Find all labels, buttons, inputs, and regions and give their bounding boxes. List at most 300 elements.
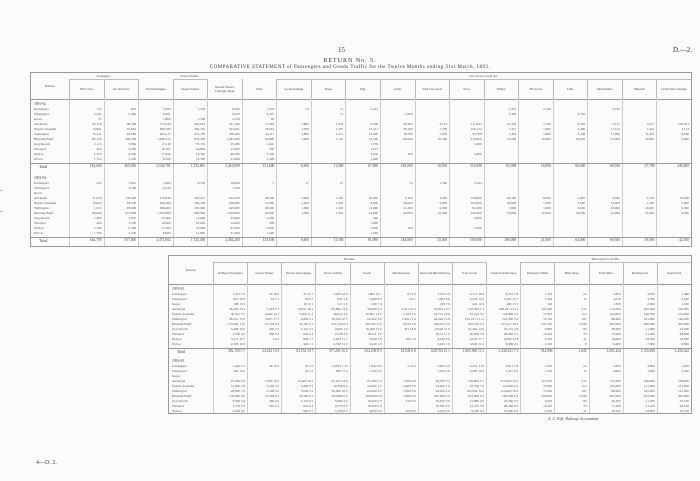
table-cell: 18,500 0 0 (435, 404, 450, 408)
table-cell: 39,000 10 0 (331, 389, 348, 393)
table-cell: 1,800 (508, 206, 517, 210)
table-cell: 1,700 (439, 127, 448, 131)
table-row (31, 157, 691, 162)
station-name: Kawa (172, 374, 180, 378)
accountant-signature: A. C. Fife, Railway Accountant. (548, 416, 599, 421)
table-cell: 102,000 (643, 389, 655, 393)
table-cell: 5,190 (128, 157, 137, 161)
table-cell: 1,128 (197, 107, 206, 111)
period-label: 1891-92. (34, 102, 47, 106)
table-cell: 100 (407, 152, 413, 156)
table-cell: 100 1 0 (405, 337, 416, 341)
table-cell: 1,300 (543, 127, 551, 131)
table-cell: 166,000 (643, 379, 655, 383)
table-cell: 6 17 9 (407, 292, 416, 296)
total-cell: 377,205 16 2 (328, 349, 348, 353)
table-cell: 1,290,000 (226, 211, 240, 215)
table-cell: 6,211 4 8 (505, 364, 519, 368)
table-cell: 1,800 (163, 181, 171, 185)
table-cell: 39,500 6 0 (333, 384, 348, 388)
table-cell: 264,120 (194, 127, 206, 131)
table-cell: 38,016 16 3 (331, 317, 348, 321)
table-cell: 211 5 0 (337, 302, 348, 306)
table-cell: 20,000 (264, 206, 275, 210)
table-cell: 41,000 (230, 226, 240, 230)
table-cell: 4,100 0 0 (437, 409, 450, 413)
table-cell: 18,500 0 0 (367, 404, 382, 408)
table-cell: 21,442 (506, 122, 517, 126)
station-name: Hurunui-Bluff (34, 211, 54, 215)
station-name: Whangarei (172, 369, 187, 373)
table-cell: 188 13 9 (233, 302, 246, 306)
table-cell: 99 (583, 399, 587, 403)
table-cell: 10,400 (230, 181, 240, 185)
table-cell: 441 12 9 (472, 302, 485, 306)
table-cell: 4,900 (439, 196, 448, 200)
total-cell: 21,000 (540, 238, 551, 242)
table-cell: 18,001 (264, 127, 275, 131)
table-cell: 95,100 (506, 196, 517, 200)
station-name: Hurunui-Bluff (172, 394, 192, 398)
table-cell: 1,048 (578, 394, 587, 398)
total-cell: 1,001,424 (606, 349, 621, 353)
table-cell: 175,004 1 10 (227, 322, 246, 326)
table-cell: 336,400 (228, 201, 240, 205)
table-cell: 16,000 (195, 226, 206, 230)
column-group-header: Season Tickets. (180, 74, 200, 78)
table-cell: 12,051 16 2 (297, 307, 314, 311)
table-cell: 30,000 (506, 201, 517, 205)
table-cell: 4,113 (681, 127, 689, 131)
table-cell: 2,500 (301, 211, 309, 215)
total-cell: 240,000 (677, 164, 689, 168)
total-cell: 2,416,999 (225, 164, 240, 168)
station-name: Auckland (34, 196, 48, 200)
table-cell: 120,700 (643, 312, 655, 316)
table-row (169, 342, 691, 347)
total-cell: 292,150 5 7 (228, 349, 246, 353)
table-cell: 115,000 (609, 379, 621, 383)
table-cell: 5,001 (128, 216, 137, 220)
table-cell: 3,500 (128, 221, 137, 225)
table-cell: 70,211 (92, 132, 102, 136)
table-cell: 8,100 (163, 157, 171, 161)
table-cell: 29,000 (368, 196, 378, 200)
table-cell: 1,551 5 2 (232, 292, 246, 296)
table-cell: 12 (340, 107, 344, 111)
table-cell: 6,200 (613, 342, 621, 346)
table-cell: 123,000 2 0 (502, 384, 519, 388)
table-cell: 3,400 (681, 369, 689, 373)
table-cell: 51,050 (92, 196, 102, 200)
total-cell: 131,600 (262, 164, 275, 168)
table-cell: 1,842 6 9 (368, 364, 382, 368)
table-cell: 91,000 (472, 206, 482, 210)
table-cell: 6,000 (439, 206, 448, 210)
table-cell: 178,000 0 0 (229, 394, 246, 398)
table-cell: 500 (269, 221, 275, 225)
table-cell: 4,200 (474, 216, 482, 220)
table-cell: 2,990 10 1 (264, 312, 280, 316)
table-cell: 757,417 18 4 (500, 322, 519, 326)
table-cell: 127,000 (541, 379, 553, 383)
total-cell: 19,100 (437, 164, 448, 168)
table-cell: 93,000 (126, 206, 137, 210)
table-cell: 17,110 (161, 142, 171, 146)
total-cell: 1,005,990 11 3 (462, 349, 485, 353)
table-cell: 61,841 10 7 (433, 307, 450, 311)
table-cell: 8,901 (163, 112, 171, 116)
table-cell: 11,000 (645, 132, 655, 136)
table-cell: 2,100 4 6 (403, 312, 416, 316)
table-cell: 340,100 (228, 132, 240, 136)
table-cell: 9,200 0 0 (471, 409, 485, 413)
table-cell: 4,000 0 0 (368, 409, 382, 413)
table-cell: 1,700 (370, 142, 378, 146)
table-cell: 28,210 15 0 (229, 317, 246, 321)
table-cell: 2,570 0 0 (334, 404, 348, 408)
table-cell: 1,900 (474, 226, 482, 230)
table-cell: 874,200 (194, 137, 206, 141)
column-header: Total Passengers. (138, 79, 173, 99)
table-cell: 1,600 (474, 142, 482, 146)
table-cell: 2,543 12 2 (469, 297, 485, 301)
table-cell: 15,000 (264, 201, 275, 205)
table-cell: 1,700 (93, 231, 102, 235)
column-header: Stations. (44, 84, 56, 88)
table-cell: 11 (583, 369, 587, 373)
table-cell: 103,000 (470, 201, 482, 205)
table-cell: 4,431 1 10 (469, 364, 485, 368)
table-cell: 5,000 (266, 226, 275, 230)
table-cell: 55,961 (126, 127, 137, 131)
table-cell: 140,000 (677, 317, 689, 321)
table-cell: 54,200 1 0 (435, 384, 450, 388)
table-cell: 1,905 10 1 (367, 292, 382, 296)
table-cell: 93,700 (472, 132, 482, 136)
table-cell: 2,720 11 0 (333, 342, 348, 346)
table-cell: 403,117 (159, 132, 171, 136)
table-cell: 17,100 (611, 404, 621, 408)
table-cell: 6,200 (128, 152, 137, 156)
table-cell: 263,441 (194, 196, 206, 200)
table-cell: 425 (96, 181, 102, 185)
total-cell: 1,723,300 (190, 238, 206, 242)
table-cell: 104,000 (609, 312, 621, 316)
table-cell: 890 1 0 (303, 337, 314, 341)
total-cell: 16,000 (540, 164, 551, 168)
table-row (31, 231, 691, 236)
table-cell: 24 (583, 364, 587, 368)
table-cell: 3,408 15 0 (230, 327, 246, 331)
table-cell: 16,000 (611, 337, 621, 341)
table-cell: 4,100 (646, 196, 655, 200)
table-cell: 1,500 (681, 302, 689, 306)
table-cell: 341,160 (228, 122, 240, 126)
table-cell: 17,000 (611, 332, 621, 336)
table-cell: 1,529 17 10 (331, 364, 348, 368)
table-cell: 3,100 4 0 (266, 384, 280, 388)
table-cell: 1,300 (335, 201, 344, 205)
table-cell: 10 1 0 (270, 297, 280, 301)
table-cell: 52,701 18 6 (433, 312, 450, 316)
table-cell: 43 12 5 (303, 292, 314, 296)
table-cell: 210,000 (470, 137, 482, 141)
table-cell: 1,100 (93, 226, 102, 230)
table-cell: 21,000 (645, 332, 655, 336)
table-cell: 2,760 (128, 186, 137, 190)
station-name: Wellington (172, 317, 187, 321)
table-cell: 1,120 (543, 122, 551, 126)
table-cell: 48 10 0 (269, 364, 280, 368)
table-cell: 172 (581, 384, 587, 388)
table-cell: 1,500 (335, 196, 344, 200)
table-cell: 7,417 (508, 127, 517, 131)
table-cell: 3,100 (370, 152, 378, 156)
table-cell: 2,300 10 0 (230, 342, 246, 346)
table-cell: 1,500 (544, 369, 553, 373)
column-header: Grand Total Tonnage. (656, 79, 691, 99)
table-cell: 404,017 3 0 (433, 322, 450, 326)
table-cell: 5,441 (93, 112, 102, 116)
table-cell: 72,000 (543, 384, 553, 388)
column-header: Total Coaching. (315, 262, 349, 284)
table-cell: 1,450 (335, 122, 344, 126)
table-cell: 4,040 6 0 (437, 337, 450, 341)
table-cell: 35,130 (195, 142, 206, 146)
column-header: Total. (242, 79, 277, 99)
table-cell: 2,480 (577, 127, 586, 131)
table-cell: 1,400 (370, 157, 378, 161)
table-cell: 640,000 (643, 322, 655, 326)
table-cell: 216,000 (677, 307, 689, 311)
table-cell: 9,020 (232, 112, 240, 116)
table-cell: 6,351 4 8 (505, 292, 519, 296)
station-name: Kawa (34, 117, 42, 121)
table-cell: 28,900 7 0 (230, 389, 246, 393)
table-cell: 733 (96, 107, 102, 111)
table-cell: 100 (407, 226, 413, 230)
table-cell: 211 (581, 379, 587, 383)
table-cell: 12,104 9 6 (264, 322, 280, 326)
table-cell: 6,800 4 0 (300, 317, 314, 321)
table-cell: 89,000 (611, 389, 621, 393)
table-cell: 1,112 (335, 132, 344, 136)
table-cell: 93,700 7 0 (469, 384, 485, 388)
station-name: Nelson (172, 409, 182, 413)
table-cell: 2,600 (647, 302, 655, 306)
table-cell: 62,302 4 8 (367, 317, 382, 321)
table-cell: 60,000 (403, 201, 413, 205)
station-name: Nelson (172, 337, 182, 341)
table-cell: 51,000 (506, 137, 517, 141)
table-cell: 450,000 (541, 394, 553, 398)
table-cell: 7,400 (335, 211, 344, 215)
station-name: Wellington (34, 132, 49, 136)
table-cell: 1,440 5 1 (232, 364, 246, 368)
table-cell: 13,000 (368, 206, 378, 210)
table-cell: 2,800 (301, 122, 309, 126)
table-cell: 54 (305, 107, 309, 111)
table-cell: 31,000 2 0 (230, 384, 246, 388)
total-cell: 557,300 (124, 238, 137, 242)
table-cell: 2,900 (301, 196, 309, 200)
table-cell: 310 0 0 (405, 399, 416, 403)
column-header: Season Tickets. (247, 262, 281, 284)
table-cell: 1,480 (681, 292, 689, 296)
table-cell: 34,107 9 0 (299, 322, 314, 326)
table-cell: 103,950 14 0 (466, 389, 485, 393)
table-cell: 835,000 (677, 394, 689, 398)
station-name: Kaitangata (34, 107, 49, 111)
table-cell: 1,450 (681, 364, 689, 368)
table-cell: 178,540 (125, 196, 137, 200)
table-cell: 9,200 (544, 409, 553, 413)
column-header: Total Goods. (452, 262, 486, 284)
table-cell: 24 (583, 292, 587, 296)
total-cell: 558,000 (469, 238, 482, 242)
table-cell: 212,000 10 0 (500, 379, 519, 383)
table-cell: 86,000 (92, 211, 102, 215)
table-cell: 23,000 (679, 327, 689, 331)
table-cell: 42,176 (92, 122, 102, 126)
station-name: Napier-Taranaki (172, 312, 195, 316)
table-cell: 16,500 0 0 (367, 399, 382, 403)
table-cell: 4,502 (577, 122, 586, 126)
table-cell: 1,000 (404, 112, 413, 116)
column-group-header: Live-Stock, Goods, &c. (469, 74, 498, 78)
table-cell: 10,300 (543, 404, 553, 408)
table-cell: 5 10 0 (407, 364, 416, 368)
table-cell: 10,000 (541, 137, 551, 141)
table-cell: 1,452 (508, 132, 517, 136)
table-cell: 24,800 (195, 147, 206, 151)
table-cell: 264,100 (194, 201, 206, 205)
table-cell: 50 18 0 (269, 292, 280, 296)
group-divider (69, 79, 138, 80)
margin-mark (0, 190, 3, 191)
table-cell: 102,221 11 11 (464, 317, 485, 321)
station-name: Westport (172, 332, 185, 336)
total-cell: 2,534,701 (156, 164, 171, 168)
station-name: Wellington (172, 389, 187, 393)
group-divider (520, 262, 691, 263)
table-cell: 4,800 (647, 364, 655, 368)
table-cell: 26,000 (611, 327, 621, 331)
table-cell: 760,000 0 0 (502, 394, 519, 398)
table-cell: 11 (583, 297, 587, 301)
table-cell: 70,100 (543, 317, 553, 321)
table-cell: 1,500 (439, 181, 448, 185)
table-cell: 24,800 (645, 409, 655, 413)
total-cell: 514,000 (469, 164, 482, 168)
table-cell: 18,311 1 0 (435, 332, 450, 336)
table-cell: 172 (581, 312, 587, 316)
table-cell: 2,528 4 0 (334, 332, 348, 336)
total-cell: 68,500 (609, 164, 620, 168)
table-cell: 35,600 (230, 216, 240, 220)
table-cell: 12,400 (230, 147, 240, 151)
table-cell: 12,000 (230, 221, 240, 225)
column-header: First Class. (69, 79, 104, 99)
table-cell: 155,000 (677, 384, 689, 388)
table-cell: 5,100 (266, 152, 275, 156)
table-cell: 301 18 0 (403, 327, 416, 331)
table-cell: 1,300 (301, 127, 309, 131)
table-cell: 7,800 (647, 342, 655, 346)
table-cell: 220,000 (470, 211, 482, 215)
table-cell: 224,800 0 0 (331, 394, 348, 398)
table-cell: 4,502 (577, 112, 586, 116)
table-cell: 17,900 (161, 216, 171, 220)
station-name: Nelson (34, 226, 44, 230)
table-cell: 121,000 (643, 384, 655, 388)
column-header: Parcels and Luggage. (281, 262, 315, 284)
table-cell: 3,500 0 0 (403, 379, 416, 383)
table-cell: 4,200 0 0 (232, 409, 246, 413)
table-cell: 54,000 (575, 137, 586, 141)
table-row (169, 409, 691, 414)
table-cell: 3,700 (647, 297, 655, 301)
total-cell: 184,600 (89, 164, 102, 168)
total-cell: 69,500 (609, 238, 620, 242)
table-cell: 125,400 (541, 307, 553, 311)
table-cell: 24,700 (645, 337, 655, 341)
column-header: Running Cost. (623, 262, 657, 284)
station-name: Hurunui-Bluff (172, 322, 192, 326)
table-cell: 2,870 (613, 364, 621, 368)
total-cell: 1,835 (578, 349, 587, 353)
column-header: Minerals. (622, 79, 657, 99)
station-name: Auckland (172, 307, 186, 311)
margin-mark (0, 211, 3, 212)
total-cell: 744,990 (540, 349, 553, 353)
table-cell: 41 (583, 409, 587, 413)
table-cell: 10,000 (161, 221, 171, 225)
column-header: Stations. (185, 268, 197, 272)
station-name: Kaitangata (172, 364, 187, 368)
table-cell: 20,000 (610, 206, 620, 210)
table-cell: 1,300 (613, 302, 621, 306)
table-cell: 9,900 12 8 (503, 337, 519, 341)
table-cell: 21,100 (645, 404, 655, 408)
table-cell: 139,000 (470, 196, 482, 200)
return-number: RETURN No. 5. (323, 58, 377, 64)
table-cell: 25,280 (230, 142, 240, 146)
table-header (169, 256, 691, 285)
table-cell: 18,311 1 0 (367, 332, 382, 336)
station-name: Nelson (34, 152, 44, 156)
table-cell: 460 0 0 (269, 399, 280, 403)
table-cell: 93,180 (126, 132, 137, 136)
station-name: Hurunui-Bluff (34, 137, 54, 141)
table-cell: 10,200 (543, 332, 553, 336)
table-cell: 5,100 (128, 231, 137, 235)
table-cell: 125,502 5 4 (468, 307, 485, 311)
table-cell: 407,000 0 0 (433, 394, 450, 398)
table-cell: 1,048 (578, 322, 587, 326)
table-cell: 41 (583, 337, 587, 341)
table-cell: 8,000 (543, 196, 551, 200)
table-cell: 1,590 (544, 297, 553, 301)
table-cell: 9,000 (681, 206, 689, 210)
station-name: Kaitangata (34, 181, 49, 185)
table-cell: 16 (340, 112, 344, 116)
table-cell: 230 7 9 (371, 302, 382, 306)
table-cell: 631,800 0 0 (468, 394, 485, 398)
table-cell: 32,000 (610, 211, 620, 215)
period-label: 1892-93. (34, 176, 47, 180)
